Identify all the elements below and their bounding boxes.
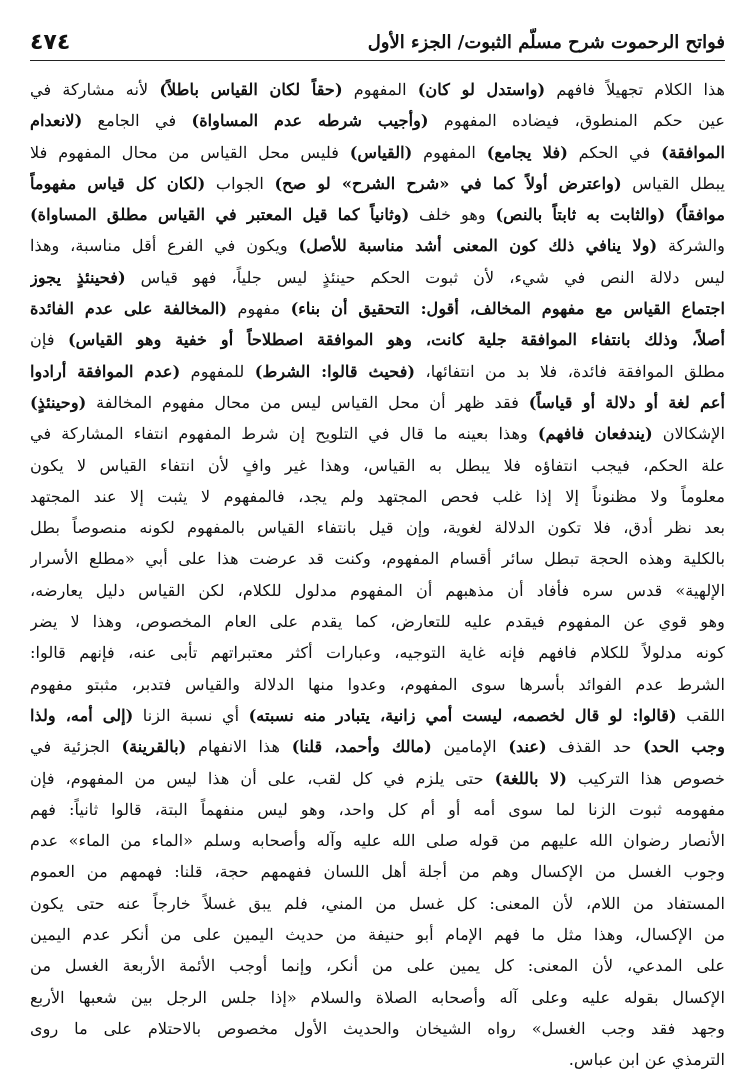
bold-segment: (لكان كل قياس مفهوماً <box>30 173 206 193</box>
page-header <box>30 22 725 58</box>
bold-segment: (فلا يجامع) <box>486 142 568 162</box>
text-line <box>30 450 725 481</box>
text-segment: هذا الكلام تجهيلاً فافهم <box>545 80 725 99</box>
text-line <box>30 888 725 919</box>
text-line <box>30 262 725 293</box>
bold-segment: (وثانياً كما قيل المعتبر في القياس مطلق المساواة) <box>30 205 410 225</box>
text-segment: الإلهية» قدس سره فأفاد أن مذهبهم أن المفهوم مدلول للكلام، لكن القياس دليل يعارضه، <box>30 580 725 600</box>
bold-segment: أصلاً، وذلك بانتفاء الموافقة جلية كانت، وهو الموافقة اصطلاحاً أو خفية وهو القياس) <box>67 330 725 350</box>
text-segment: فقد ظهر أن محل القياس ليس من محال مفهوم المخالفة <box>86 392 529 412</box>
text-segment <box>665 205 675 224</box>
text-line <box>30 825 725 856</box>
bold-segment: (لا باللغة) <box>494 768 567 788</box>
text-segment: وجوب الغسل من الإكسال وهم من أجلة أهل اللسان ففهمهم حجة، قلنا: فهمهم من العموم <box>30 862 725 882</box>
bold-segment: (القياس) <box>349 142 413 162</box>
bold-segment: (عدم الموافقة أرادوا <box>30 361 181 381</box>
text-segment: وهو خلف <box>409 205 496 225</box>
text-segment: مفهوم <box>227 299 291 319</box>
text-segment: عين حكم المنطوق، فيضاده المفهوم <box>428 111 725 131</box>
bold-segment: (فحيث قالوا: الشرط) <box>254 361 416 381</box>
text-line <box>30 763 725 794</box>
text-segment: هذا الانفهام <box>186 737 292 757</box>
bold-segment: (إلى أمه، ولذا <box>30 705 134 725</box>
bold-segment: (واعترض أولاً كما في «شرح الشرح» لو صح) <box>274 173 622 193</box>
bold-segment: وجب الحد) <box>643 737 725 757</box>
text-segment: حتى يلزم في كل لقب، على أن هذا ليس من المفهوم، فإن <box>30 768 495 788</box>
text-line <box>30 293 725 324</box>
text-segment: للمفهوم <box>180 361 255 381</box>
text-line <box>30 199 725 230</box>
bold-segment: (مالك وأحمد، قلنا) <box>291 737 432 757</box>
text-segment: بعد نظر أدق، فلا تكون الدلالة لغوية، وإن قيل بانتفاء القياس بالمفهوم لكونه منصوصاً بطل <box>30 518 725 538</box>
text-line <box>30 669 725 700</box>
text-line <box>30 575 725 606</box>
text-segment: معلوماً ولا مظنوناً إلا إذا غلب فحص المجتهد ولم يجد، فالمفهوم لا يثبت إلا عند المجتهد <box>30 486 725 506</box>
text-segment: فليس محل القياس من محال المفهوم فلا <box>30 142 350 162</box>
bold-segment: اجتماع القياس مع مفهوم المخالف، أقول: التحقيق أن بناء) <box>290 299 725 319</box>
bold-segment: (بالقرينة) <box>121 737 187 757</box>
text-line <box>30 856 725 887</box>
bold-segment: أعم لغة أو دلالة أو قياساً) <box>528 392 725 412</box>
text-segment: فإن <box>30 330 68 350</box>
text-segment: كونه مدلولاً للكلام فافهم فإنه غاية التوجيه، وعبارات أكثر معتبراتهم تأبى عنه، فإنهم قالوا: <box>30 643 725 663</box>
bold-segment: (قالوا: لو قال لخصمه، ليست أمي زانية، يتبادر منه نسبته) <box>248 705 677 725</box>
bold-segment: (واستدل لو كان) <box>417 80 546 99</box>
text-segment: في الجامع <box>82 111 192 131</box>
text-segment: الأنصار رضوان الله عليهم من قوله صلى الله عليه وآله وأصحابه وسلم «الماء من الماء» عدم <box>30 831 725 851</box>
bold-segment: (حقاً لكان القياس باطلاً) <box>159 80 343 99</box>
text-segment: بالكلية وهذه الحجة تبطل سائر أقسام المفهوم، وكنت قد عرضت هذا على أبي «مطلع الأسرار <box>30 549 725 569</box>
bold-segment: الموافقة) <box>661 142 725 162</box>
text-line <box>30 324 725 355</box>
text-segment: أي نسبة الزنا <box>133 705 249 725</box>
text-line <box>30 543 725 574</box>
text-line <box>30 512 725 543</box>
text-segment: لأنه مشاركة في <box>30 80 160 99</box>
text-segment: مطلق الموافقة فائدة، فلا بد من انتفائها، <box>415 361 725 381</box>
text-segment: ويكون في الفرع أقل مناسبة، وهذا <box>30 236 299 256</box>
text-segment: المفهوم <box>342 80 418 99</box>
text-segment: الإكسال بقوله عليه وعلى آله وأصحابه الصلاة والسلام «إذا جلس الرجل بين شعبها الأربع <box>30 987 725 1007</box>
text-segment: اللقب <box>676 705 725 725</box>
bold-segment: (ولا ينافي ذلك كون المعنى أشد مناسبة للأصل) <box>298 236 658 256</box>
text-segment: والشركة <box>657 236 725 256</box>
text-segment: في الحكم <box>567 142 662 162</box>
text-line <box>30 606 725 637</box>
text-segment: الترمذي عن ابن عباس. <box>568 1050 725 1070</box>
text-line <box>30 700 725 731</box>
text-line <box>30 74 725 105</box>
text-line <box>30 387 725 418</box>
text-segment: الشرط عدم الفوائد بأسرها سوى المفهوم، وعدوا منها الدلالة والقياس فتدبر، مثبتو مفهوم <box>30 674 725 694</box>
text-segment: مفهومه ثبوت الزنا لما سوى أمه أو أم كل واحد، وهو ليس منفهماً البتة، قالوا ثانياً: فهم <box>30 799 725 819</box>
text-segment: الجزئية في <box>30 737 122 757</box>
text-segment: ليس دلالة النص في شيء، لأن ثبوت الحكم حينئذٍ ليس جلياً، فهو قياس <box>125 267 725 287</box>
text-segment: علة الحكم، فيجب انتفاؤه فلا يبطل به القياس، وهذا غير وافٍ لأن انتفاء القياس لا يكون <box>30 455 725 475</box>
text-segment: حد القذف <box>546 737 644 757</box>
text-segment: على المدعي، لأن المعنى: كل يمين على من أنكر، وإنما أوجب الأئمة الأربعة الغسل من <box>30 956 725 976</box>
text-segment: خصوص هذا التركيب <box>566 768 725 788</box>
text-line <box>30 418 725 449</box>
text-segment: الإشكالان <box>652 424 725 444</box>
text-line <box>30 1044 725 1075</box>
header-divider <box>30 60 725 61</box>
text-segment: الإمامين <box>431 737 509 757</box>
text-line <box>30 637 725 668</box>
bold-segment: (لانعدام <box>30 111 83 131</box>
text-segment: الجواب <box>205 173 275 193</box>
text-segment: وجهد فقد وجب الغسل» رواه الشيخان والحديث الأول مخصوص بالاحتلام على ما روى <box>30 1018 725 1038</box>
text-segment: وهو قوي عن المفهوم فيقدم عليه للتعارض، كما يقدم على العام المخصوص، وهذا لا يضر <box>30 612 725 632</box>
bold-segment: (فحينئذٍ يجوز <box>30 267 126 287</box>
page-number: ٤٧٤ <box>30 30 71 55</box>
text-line <box>30 1013 725 1044</box>
text-line <box>30 794 725 825</box>
text-segment: يبطل القياس <box>621 173 725 193</box>
text-line <box>30 230 725 261</box>
bold-segment: (وحينئذٍ) <box>30 392 87 412</box>
bold-segment: (والثابت به ثابتاً بالنص) <box>495 205 666 225</box>
text-line <box>30 168 725 199</box>
text-segment: المفهوم <box>412 142 487 162</box>
text-line <box>30 982 725 1013</box>
bold-segment: (عند) <box>508 737 547 757</box>
text-segment: وهذا بعينه ما قال في التلويح إن شرط المفهوم انتفاء المشاركة في <box>30 424 538 444</box>
text-line <box>30 919 725 950</box>
body-text <box>30 74 725 1076</box>
text-line <box>30 137 725 168</box>
bold-segment: (وأجيب شرطه عدم المساواة) <box>191 111 429 131</box>
text-line <box>30 105 725 136</box>
bold-segment: موافقاً) <box>674 205 725 225</box>
text-line <box>30 950 725 981</box>
bold-segment: (المخالفة على عدم الفائدة <box>30 299 228 319</box>
text-line <box>30 731 725 762</box>
bold-segment: (يندفعان فافهم) <box>537 424 653 444</box>
text-segment: المستفاد من اللام، لأن المعنى: كل غسل من المني، فلم يبق غسلاً خارجاً عنه حتى يكون <box>30 893 725 913</box>
text-segment: من الإكسال، وهذا مثل ما فهم الإمام أبو حنيفة من حديث اليمين على من أنكر عدم اليمين <box>30 925 725 945</box>
text-line <box>30 356 725 387</box>
text-line <box>30 481 725 512</box>
running-title: فواتح الرحموت شرح مسلّم الثبوت/ الجزء الأول <box>367 32 725 53</box>
